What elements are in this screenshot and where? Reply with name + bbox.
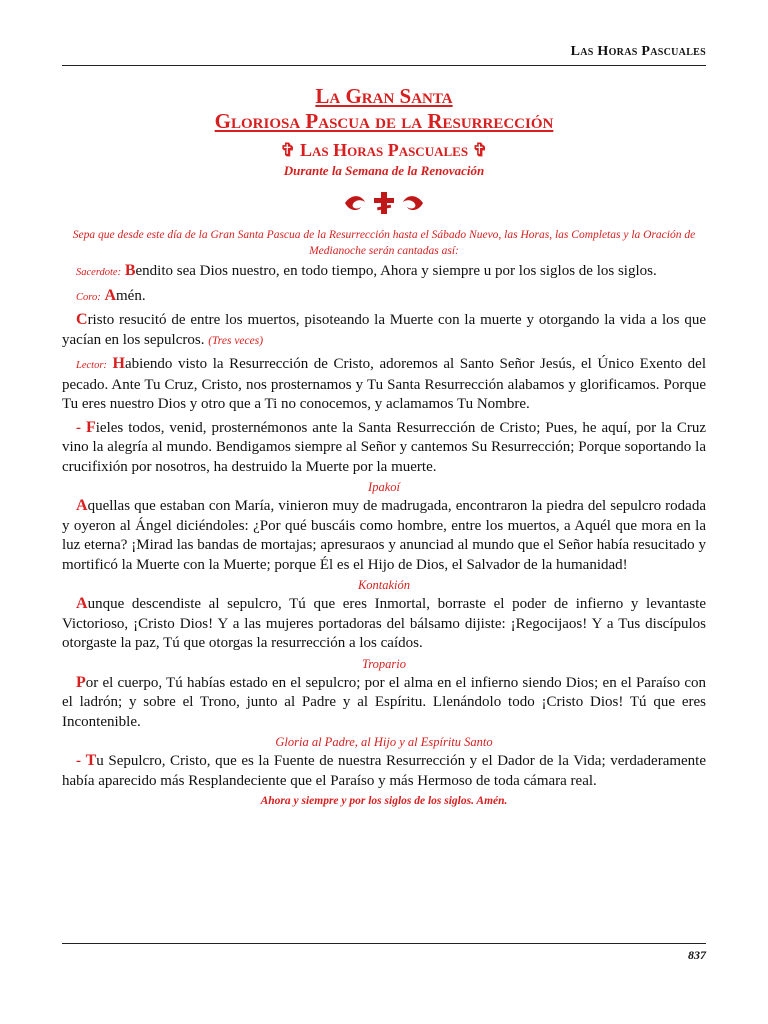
paragraph-cristo-resucito [62,310,706,351]
paragraph-coro [62,286,706,308]
paragraph-text: ieles todos, venid, prosternémonos ante la Santa Resurrección de Cristo; Pues, he aquí, por la Cruz vino la alegría al mundo. Bendigamos siempre al Señor y cantemos Su Resurrección; Porque soportando la crucifixión por nosotros, ha destruido la Muerte por la muerte. [62,419,706,475]
paragraph-gloria [62,751,706,791]
tagline: Durante la Semana de la Renovación [283,163,485,178]
paragraph-text: mén. [116,287,146,304]
dash-marker: - [76,753,86,769]
paragraph-sacerdote [62,261,706,283]
title-line-1: La Gran Santa [315,84,453,108]
initial-letter: A [76,497,88,514]
intro-rubric: Sepa que desde este día de la Gran Santa Pascua de la Resurrección hasta el Sábado Nuevo, las Horas, las Completas y la Oración de Medianoche serán cantadas así: [72,229,696,257]
ornament-cross-icon [0,190,768,221]
paragraph-lector [62,354,706,415]
paragraph-text: quellas que estaban con María, vinieron muy de madrugada, encontraron la piedra del sepulcro rodada y oyeron al Ángel diciéndoles: ¿Por qué buscáis como hombre, entre los muertos, a Aquél que mora en la luz eterna? ¡Mirad las bandas de mortajas; apresuraos y anunciad al mundo que el Señor había resucitado y mortificó la Muerte con la Muerte; porque Él es el Hijo de Dios, el Salvador de la humanidad! [62,498,706,573]
paragraph-ipakoi [62,496,706,575]
section-heading-kontakion: Kontakión [357,578,411,592]
section-heading-ipakoi: Ipakoí [368,480,400,494]
paragraph-text: abiendo visto la Resurrección de Cristo, adoremos al Santo Señor Jesús, el Único Exento del pecado. Ante Tu Cruz, Cristo, nos prosternamos y Tu Santa Resurrección alabamos y glorificamos. Porque Tu eres nuestro Dios y otro que a Ti no conocemos, y aclamamos Tu Nombre. [62,356,706,412]
paragraph-tropario [62,673,706,733]
running-head: Las Horas Pascuales [570,44,706,59]
dash-marker: - [76,419,86,436]
paragraph-text: or el cuerpo, Tú habías estado en el sepulcro; por el alma en el infierno siendo Dios; en el Paraíso con el ladrón; y sobre el Trono, junto al Padre y al Espíritu. Llenándolo todo ¡Cristo Dios! Tú que eres Incontenible. [62,674,706,730]
speaker-label: Coro: [76,291,101,303]
subtitle-text: Las Horas Pascuales [299,140,469,160]
cross-icon: ✞ [472,140,488,160]
initial-letter: A [104,286,117,304]
paragraph-text: endito sea Dios nuestro, en todo tiempo, Ahora y siempre u por los siglos de los siglos. [135,263,657,279]
initial-letter: P [76,673,86,691]
bottom-rule [62,943,706,944]
paragraph-text: unque descendiste al sepulcro, Tú que eres Inmortal, borraste el poder de infierno y levantaste Victorioso, ¡Cristo Dios! Y a las mujeres portadoras del bálsamo dijiste: ¡Regocijaos! Y a Tus discípulos otorgaste la paz, Tú que otorgas la resurrección a los caídos. [62,596,706,651]
title-line-2: Gloriosa Pascua de la Resurrección [214,109,554,133]
paragraph-kontakion [62,594,706,654]
speaker-label: Sacerdote: [76,267,122,278]
subtitle [62,140,706,161]
speaker-label: Lector: [76,360,107,371]
initial-letter: H [112,355,125,372]
page-number: 837 [688,948,706,962]
paragraph-text: risto resucitó de entre los muertos, pisoteando la Muerte con la muerte y otorgando la vida a los que yacían en los sepulcros. [62,312,706,348]
initial-letter: F [85,418,96,436]
cross-icon: ✞ [280,140,296,160]
section-heading-gloria: Gloria al Padre, al Hijo y al Espíritu Santo [275,735,493,749]
section-heading-tropario: Tropario [361,656,406,671]
initial-letter: C [76,311,88,328]
paragraph-fieles [62,418,706,478]
top-rule [62,65,706,66]
initial-letter: T [85,752,97,769]
closing-doxology: Ahora y siempre y por los siglos de los siglos. Amén. [260,795,508,807]
paragraph-text: u Sepulcro, Cristo, que es la Fuente de nuestra Resurrección y el Dador de la Vida; verdaderamente había aparecido más Resplandeciente que el Paraíso y más Hermoso de toda cámara real. [62,753,707,789]
initial-letter: B [124,262,136,279]
repeat-note: (Tres veces) [208,334,264,347]
initial-letter: A [76,595,88,612]
page-content [62,227,706,809]
